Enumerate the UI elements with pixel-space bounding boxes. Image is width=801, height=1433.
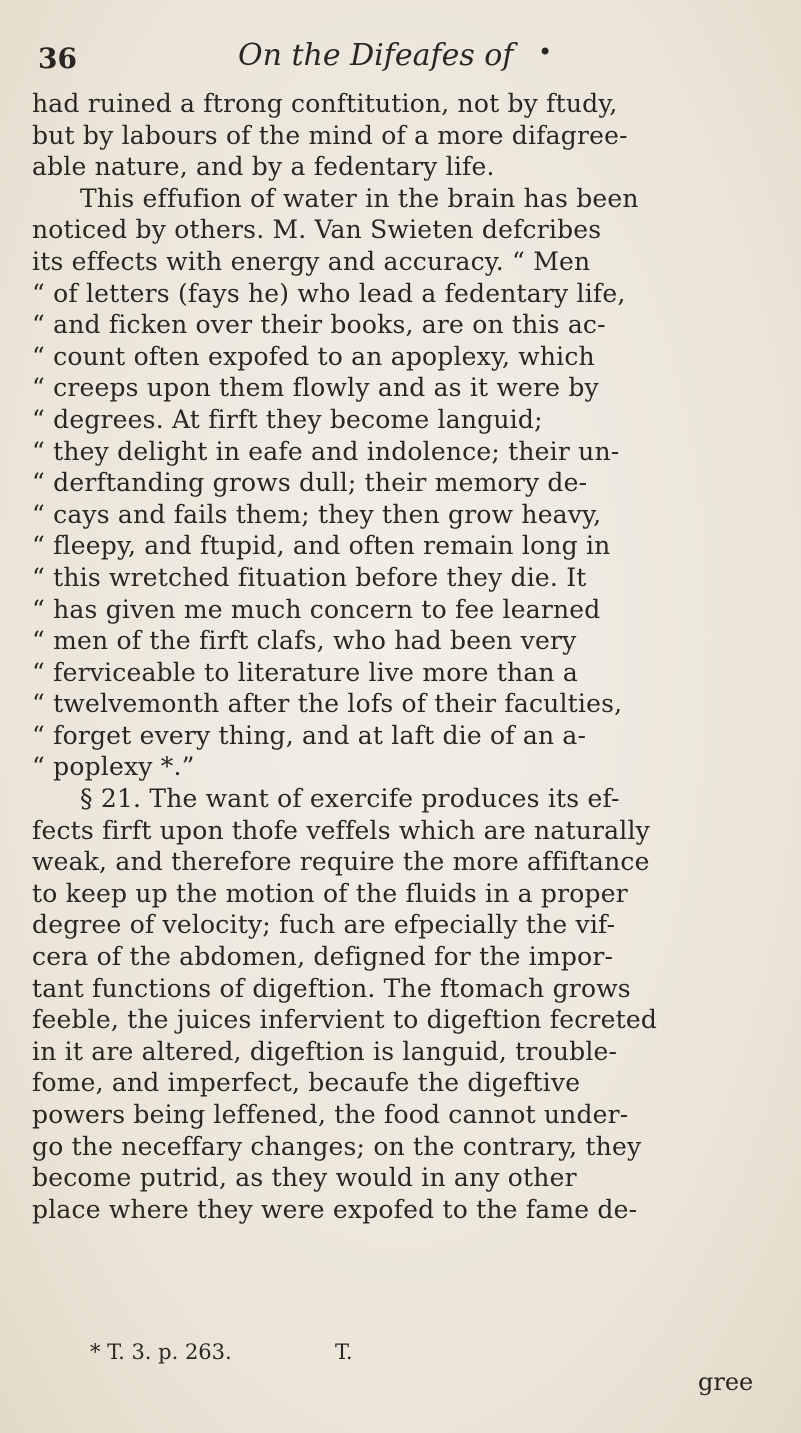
running-head: On the Difeafes of	[238, 38, 514, 73]
footnote-row	[90, 1340, 761, 1370]
text-line: degree of velocity; fuch are efpecially the vif-	[32, 910, 616, 940]
page-number: 36	[38, 42, 77, 75]
text-line: “ they delight in eafe and indolence; their un-	[32, 436, 620, 466]
text-line: tant functions of digeftion. The ftomach grows	[32, 973, 631, 1003]
text-line: able nature, and by a fedentary life.	[32, 152, 495, 182]
text-line: feeble, the juices infervient to digeftion fecreted	[32, 1005, 658, 1035]
text-line: its effects with energy and accuracy. “ Men	[32, 246, 591, 276]
footnote: * T. 3. p. 263.	[90, 1340, 232, 1364]
text-line: “ cays and fails them; they then grow heavy,	[32, 499, 602, 529]
text-line: place where they were expofed to the fame de-	[32, 1194, 638, 1224]
text-line: “ fleepy, and ftupid, and often remain long in	[32, 531, 611, 561]
text-line: This effufion of water in the brain has been	[80, 183, 639, 213]
text-line: weak, and therefore require the more affiftance	[32, 847, 650, 877]
text-line: powers being leffened, the food cannot under-	[32, 1100, 629, 1129]
text-line: fects firft upon thofe veffels which are naturally	[32, 815, 650, 845]
text-line: “ has given me much concern to fee learned	[32, 594, 601, 624]
text-line: go the neceffary changes; on the contrary, they	[32, 1131, 642, 1161]
text-line: “ derftanding grows dull; their memory de-	[32, 468, 588, 498]
text-line: “ forget every thing, and at laft die of an a-	[32, 720, 587, 750]
text-line: “ and ficken over their books, are on this ac-	[32, 310, 606, 340]
text-line: “ ferviceable to literature live more than a	[32, 657, 578, 687]
ornament-mark: •	[538, 38, 553, 66]
text-line: “ twelvemonth after the lofs of their faculties,	[32, 689, 623, 719]
text-line: fome, and imperfect, becaufe the digeftive	[32, 1068, 581, 1098]
text-line: to keep up the motion of the fluids in a proper	[32, 878, 628, 908]
text-line: § 21. The want of exercife produces its ef-	[80, 784, 620, 814]
text-line: cera of the abdomen, defigned for the impor-	[32, 942, 614, 972]
text-line: “ degrees. At firft they become languid;	[32, 404, 543, 434]
text-line: “ poplexy *.”	[32, 752, 195, 782]
text-line: noticed by others. M. Van Swieten defcribes	[32, 215, 602, 245]
text-line: “ of letters (fays he) who lead a fedentary life,	[32, 278, 626, 308]
text-line: had ruined a ftrong conftitution, not by ftudy,	[32, 89, 618, 118]
text-line: in it are altered, digeftion is languid, trouble-	[32, 1036, 618, 1066]
signature-mark: T.	[335, 1340, 353, 1364]
text-line: “ count often expofed to an apoplexy, which	[32, 341, 595, 371]
text-line: “ this wretched fituation before they die. It	[32, 562, 587, 592]
text-line: “ men of the firft clafs, who had been very	[32, 626, 577, 656]
text-line: but by labours of the mind of a more difagree-	[32, 120, 628, 150]
text-line: “ creeps upon them flowly and as it were by	[32, 373, 599, 403]
body-text	[32, 88, 777, 1225]
catchword: gree	[698, 1368, 754, 1396]
page-header	[38, 38, 761, 86]
text-line: become putrid, as they would in any other	[32, 1163, 577, 1193]
